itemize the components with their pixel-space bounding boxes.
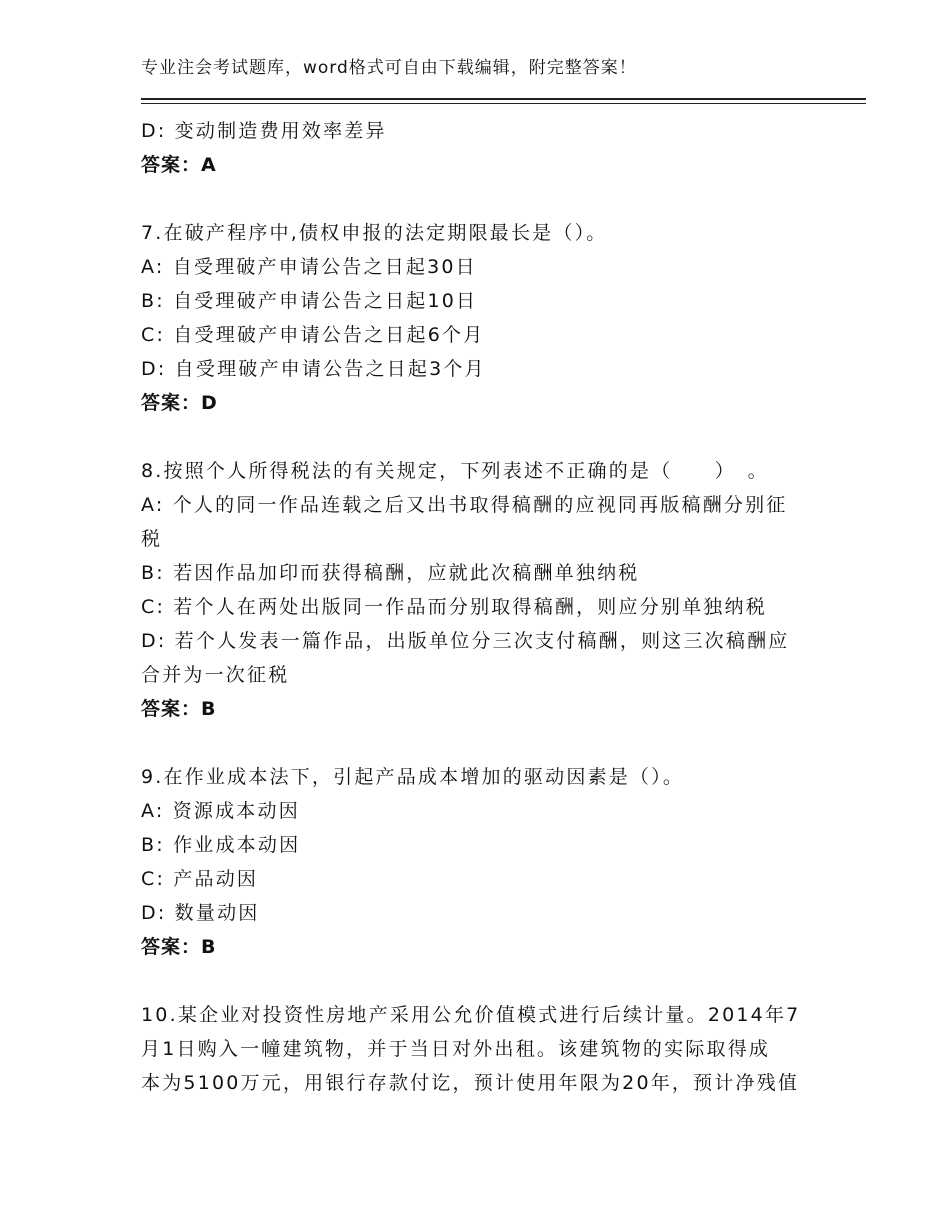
option-a: A: 资源成本动因 xyxy=(141,800,300,822)
question-stem: 7.在破产程序中,债权申报的法定期限最长是（）。 xyxy=(141,222,608,244)
document-body xyxy=(141,114,821,1100)
answer: 答案：B xyxy=(141,698,217,720)
answer: 答案：A xyxy=(141,154,217,176)
question-7 xyxy=(141,216,821,420)
option-d: D: 变动制造费用效率差异 xyxy=(141,120,387,142)
option-b: B: 若因作品加印而获得稿酬，应就此次稿酬单独纳税 xyxy=(141,562,640,584)
option-d: D: 自受理破产申请公告之日起3个月 xyxy=(141,358,486,380)
question-stem-line: 本为5100万元，用银行存款付讫，预计使用年限为20年，预计净残值 xyxy=(141,1072,800,1094)
option-a: A: 自受理破产申请公告之日起30日 xyxy=(141,256,477,278)
header-divider xyxy=(141,98,866,100)
option-a-continued: 税 xyxy=(141,528,163,550)
header-divider-thin xyxy=(141,103,866,104)
option-b: B: 自受理破产申请公告之日起10日 xyxy=(141,290,478,312)
question-8 xyxy=(141,454,821,726)
answer: 答案：B xyxy=(141,936,217,958)
question-stem-line: 10.某企业对投资性房地产采用公允价值模式进行后续计量。2014年7 xyxy=(141,1004,801,1026)
option-c: C: 若个人在两处出版同一作品而分别取得稿酬，则应分别单独纳税 xyxy=(141,596,767,618)
question-stem-line: 月1日购入一幢建筑物，并于当日对外出租。该建筑物的实际取得成 xyxy=(141,1038,771,1060)
option-d: D: 若个人发表一篇作品，出版单位分三次支付稿酬，则这三次稿酬应 xyxy=(141,630,790,652)
option-c: C: 自受理破产申请公告之日起6个月 xyxy=(141,324,485,346)
question-stem: 9.在作业成本法下，引起产品成本增加的驱动因素是（）。 xyxy=(141,766,685,788)
option-b: B: 作业成本动因 xyxy=(141,834,301,856)
answer: 答案：D xyxy=(141,392,218,414)
question-10 xyxy=(141,998,821,1100)
question-stem: 8.按照个人所得税法的有关规定，下列表述不正确的是（ ） 。 xyxy=(141,460,769,482)
option-d-continued: 合并为一次征税 xyxy=(141,664,290,686)
option-a: A: 个人的同一作品连载之后又出书取得稿酬的应视同再版稿酬分别征 xyxy=(141,494,788,516)
question-9 xyxy=(141,760,821,964)
option-d: D: 数量动因 xyxy=(141,902,260,924)
option-c: C: 产品动因 xyxy=(141,868,259,890)
page-header: 专业注会考试题库，word格式可自由下载编辑，附完整答案！ xyxy=(141,58,637,78)
